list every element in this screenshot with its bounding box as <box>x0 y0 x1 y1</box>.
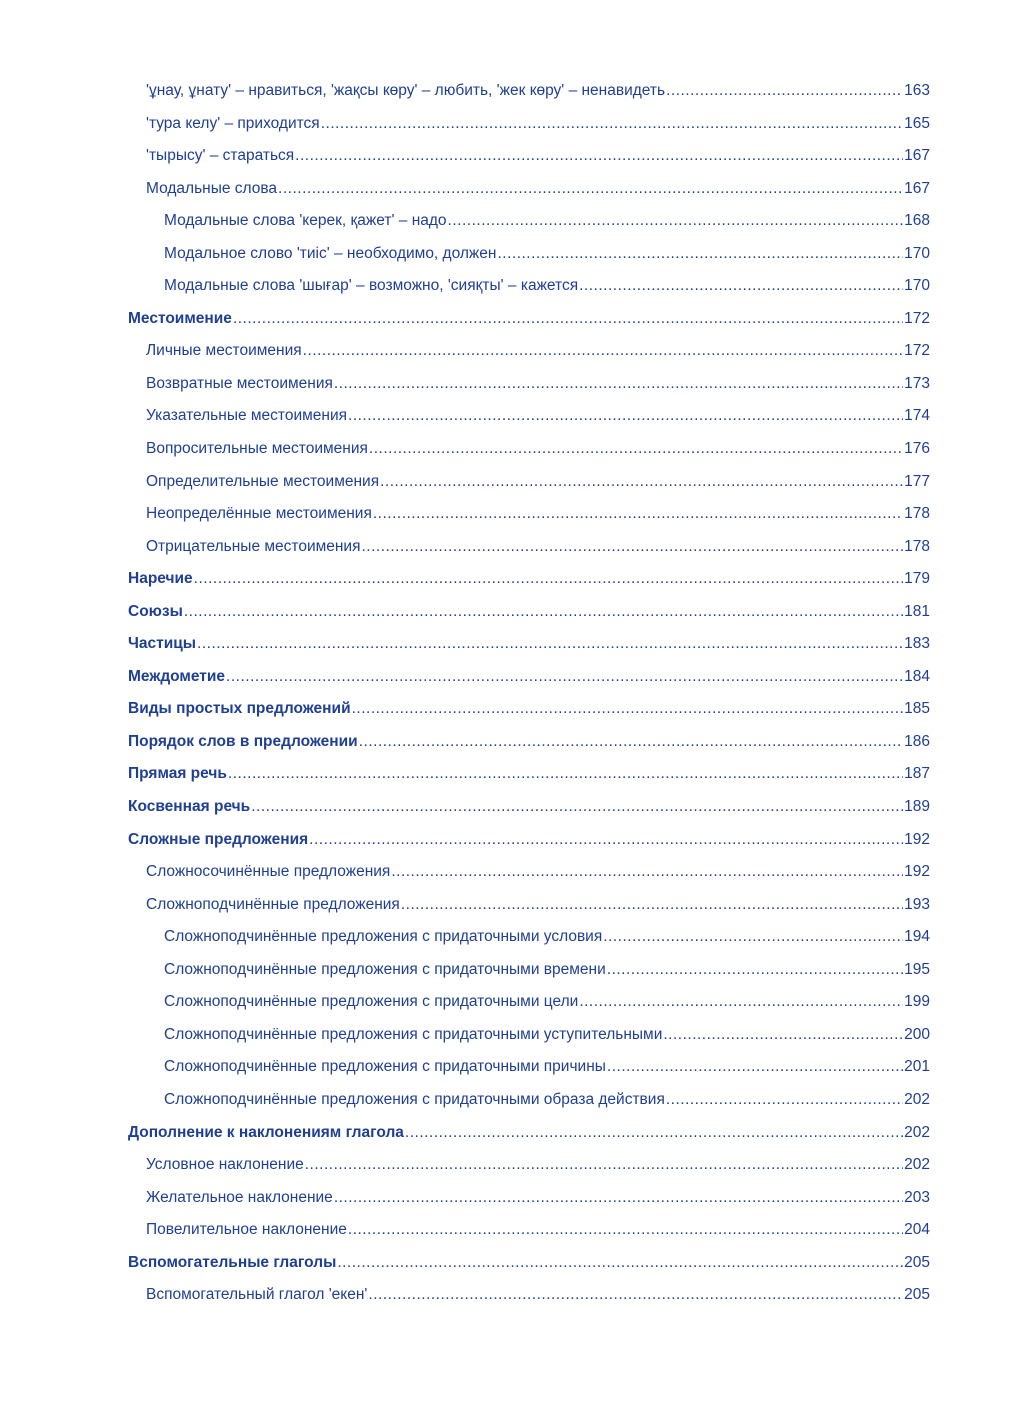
dot-leader <box>228 758 903 791</box>
toc-entry[interactable] <box>128 75 930 108</box>
toc-entry-page-number: 172 <box>904 342 930 360</box>
toc-entry-title: Отрицательные местоимения <box>146 537 361 555</box>
dot-leader <box>321 108 903 141</box>
toc-entry-title: Личные местоимения <box>146 342 302 360</box>
toc-entry-title: Модальные слова 'шығар' – возможно, 'сияқты' – кажется <box>164 277 579 295</box>
toc-entry[interactable] <box>128 238 930 271</box>
dot-leader <box>348 400 903 433</box>
toc-entry-title: 'тырысу' – стараться <box>146 147 295 165</box>
toc-entry-title: Сложноподчинённые предложения с придаточными условия <box>164 928 603 946</box>
dot-leader <box>251 791 903 824</box>
dot-leader <box>603 921 903 954</box>
toc-entry[interactable] <box>128 954 930 987</box>
toc-entry-title: Сложные предложения <box>128 830 309 848</box>
dot-leader <box>309 824 903 857</box>
dot-leader <box>197 628 903 661</box>
toc-entry-page-number: 194 <box>904 928 930 946</box>
dot-leader <box>303 335 903 368</box>
toc-entry[interactable] <box>128 1084 930 1117</box>
toc-entry-title: Сложноподчинённые предложения с придаточными времени <box>164 960 606 978</box>
dot-leader <box>607 954 903 987</box>
toc-entry-title: Модальные слова 'керек, қажет' – надо <box>164 212 447 230</box>
toc-entry[interactable] <box>128 368 930 401</box>
toc-entry[interactable] <box>128 1279 930 1312</box>
toc-entry-page-number: 203 <box>904 1188 930 1206</box>
toc-entry[interactable] <box>128 628 930 661</box>
toc-entry-title: Вспомогательный глагол 'екен' <box>146 1286 368 1304</box>
toc-entry-page-number: 176 <box>904 440 930 458</box>
toc-entry-title: Сложноподчинённые предложения с придаточными причины <box>164 1058 606 1076</box>
toc-entry[interactable] <box>128 400 930 433</box>
toc-entry-title: Виды простых предложений <box>128 700 351 718</box>
dot-leader <box>666 1084 903 1117</box>
toc-entry[interactable] <box>128 921 930 954</box>
toc-entry-title: Порядок слов в предложении <box>128 732 358 750</box>
toc-entry-page-number: 201 <box>904 1058 930 1076</box>
toc-entry-page-number: 183 <box>904 635 930 653</box>
toc-entry[interactable] <box>128 108 930 141</box>
toc-entry-page-number: 163 <box>904 82 930 99</box>
toc-entry[interactable] <box>128 758 930 791</box>
toc-entry-title: Вспомогательные глаголы <box>128 1253 337 1271</box>
dot-leader <box>334 368 903 401</box>
toc-entry-page-number: 199 <box>904 993 930 1011</box>
toc-entry-title: Союзы <box>128 602 183 620</box>
toc-entry-page-number: 165 <box>904 114 930 132</box>
dot-leader <box>278 173 903 206</box>
dot-leader <box>226 661 903 694</box>
toc-entry-page-number: 186 <box>904 732 930 750</box>
toc-entry-page-number: 200 <box>904 1025 930 1043</box>
toc-entry[interactable] <box>128 824 930 857</box>
toc-entry-page-number: 178 <box>904 537 930 555</box>
dot-leader <box>362 531 904 564</box>
toc-entry-page-number: 185 <box>904 700 930 718</box>
dot-leader <box>337 1247 903 1280</box>
toc-entry-page-number: 202 <box>904 1090 930 1108</box>
toc-entry-title: Вопросительные местоимения <box>146 440 368 458</box>
dot-leader <box>305 1149 903 1182</box>
toc-entry[interactable] <box>128 433 930 466</box>
toc-entry-title: Условное наклонение <box>146 1156 304 1174</box>
toc-entry[interactable] <box>128 140 930 173</box>
toc-entry-title: Желательное наклонение <box>146 1188 333 1206</box>
toc-entry-page-number: 170 <box>904 277 930 295</box>
toc-entry-title: Частицы <box>128 635 197 653</box>
toc-entry-title: Междометие <box>128 667 226 685</box>
toc-entry-title: Наречие <box>128 570 193 588</box>
toc-entry-title: Модальное слово 'тиіс' – необходимо, должен <box>164 244 497 262</box>
toc-entry[interactable] <box>128 1149 930 1182</box>
dot-leader <box>405 1117 903 1150</box>
toc-entry-title: Сложноподчинённые предложения с придаточными уступительными <box>164 1025 663 1043</box>
toc-entry-page-number: 192 <box>904 830 930 848</box>
toc-entry-title: Сложноподчинённые предложения <box>146 895 400 913</box>
dot-leader <box>369 433 903 466</box>
toc-entry[interactable] <box>128 726 930 759</box>
toc-entry-page-number: 181 <box>904 602 930 620</box>
toc-entry[interactable] <box>128 791 930 824</box>
toc-entry-page-number: 192 <box>904 863 930 881</box>
toc-entry-title: Возвратные местоимения <box>146 374 333 392</box>
toc-entry-title: Сложноподчинённые предложения с придаточными цели <box>164 993 579 1011</box>
toc-entry-page-number: 172 <box>904 309 930 327</box>
table-of-contents <box>128 75 930 1312</box>
toc-entry-title: Прямая речь <box>128 765 227 783</box>
toc-entry-title: Определительные местоимения <box>146 472 380 490</box>
toc-entry-page-number: 193 <box>904 895 930 913</box>
dot-leader <box>380 466 903 499</box>
toc-entry[interactable] <box>128 563 930 596</box>
toc-entry-title: Местоимение <box>128 309 232 327</box>
toc-entry-page-number: 174 <box>904 407 930 425</box>
toc-entry-page-number: 202 <box>904 1156 930 1174</box>
toc-entry[interactable] <box>128 498 930 531</box>
toc-entry-page-number: 178 <box>904 505 930 523</box>
dot-leader <box>666 75 903 108</box>
dot-leader <box>359 726 903 759</box>
toc-entry-title: 'ұнау, ұнату' – нравиться, 'жақсы көру' – любить, 'жек көру' – ненавидеть <box>146 82 666 99</box>
toc-entry-page-number: 202 <box>904 1123 930 1141</box>
toc-entry[interactable] <box>128 1247 930 1280</box>
dot-leader <box>401 889 903 922</box>
toc-entry-title: Дополнение к наклонениям глагола <box>128 1123 404 1141</box>
dot-leader <box>194 563 903 596</box>
toc-entry[interactable] <box>128 335 930 368</box>
toc-entry-page-number: 189 <box>904 798 930 816</box>
toc-entry-title: 'тура келу' – приходится <box>146 114 320 132</box>
dot-leader <box>497 238 903 271</box>
toc-entry-page-number: 173 <box>904 374 930 392</box>
toc-entry-page-number: 205 <box>904 1253 930 1271</box>
toc-entry-page-number: 170 <box>904 244 930 262</box>
dot-leader <box>579 270 903 303</box>
toc-entry-page-number: 195 <box>904 960 930 978</box>
toc-entry[interactable] <box>128 303 930 336</box>
toc-entry-title: Косвенная речь <box>128 798 251 816</box>
dot-leader <box>368 1279 903 1312</box>
dot-leader <box>352 693 904 726</box>
toc-entry[interactable] <box>128 986 930 1019</box>
dot-leader <box>579 986 903 1019</box>
toc-entry-page-number: 184 <box>904 667 930 685</box>
toc-entry[interactable] <box>128 889 930 922</box>
dot-leader <box>391 856 903 889</box>
dot-leader <box>448 205 904 238</box>
toc-entry[interactable] <box>128 270 930 303</box>
toc-entry[interactable] <box>128 1214 930 1247</box>
toc-entry[interactable] <box>128 1019 930 1052</box>
toc-entry-page-number: 167 <box>904 179 930 197</box>
toc-entry-page-number: 204 <box>904 1221 930 1239</box>
toc-entry-page-number: 187 <box>904 765 930 783</box>
dot-leader <box>184 596 903 629</box>
toc-entry[interactable] <box>128 173 930 206</box>
dot-leader <box>663 1019 903 1052</box>
toc-entry-title: Сложноподчинённые предложения с придаточными образа действия <box>164 1090 665 1108</box>
toc-entry[interactable] <box>128 661 930 694</box>
toc-entry-page-number: 205 <box>904 1286 930 1304</box>
dot-leader <box>373 498 903 531</box>
toc-entry[interactable] <box>128 466 930 499</box>
toc-entry[interactable] <box>128 531 930 564</box>
toc-entry-title: Указательные местоимения <box>146 407 348 425</box>
toc-entry-title: Сложносочинённые предложения <box>146 863 391 881</box>
dot-leader <box>334 1182 903 1215</box>
toc-entry-page-number: 167 <box>904 147 930 165</box>
toc-entry-title: Неопределённые местоимения <box>146 505 372 523</box>
toc-entry[interactable] <box>128 1051 930 1084</box>
toc-entry[interactable] <box>128 1182 930 1215</box>
toc-entry[interactable] <box>128 596 930 629</box>
toc-entry[interactable] <box>128 856 930 889</box>
dot-leader <box>607 1051 903 1084</box>
toc-entry[interactable] <box>128 693 930 726</box>
toc-entry-page-number: 177 <box>904 472 930 490</box>
toc-entry-title: Модальные слова <box>146 179 278 197</box>
toc-entry-page-number: 179 <box>904 570 930 588</box>
toc-entry-title: Повелительное наклонение <box>146 1221 347 1239</box>
toc-entry[interactable] <box>128 1117 930 1150</box>
toc-entry-page-number: 168 <box>904 212 930 230</box>
toc-entry[interactable] <box>128 205 930 238</box>
dot-leader <box>348 1214 903 1247</box>
dot-leader <box>295 140 903 173</box>
dot-leader <box>233 303 903 336</box>
